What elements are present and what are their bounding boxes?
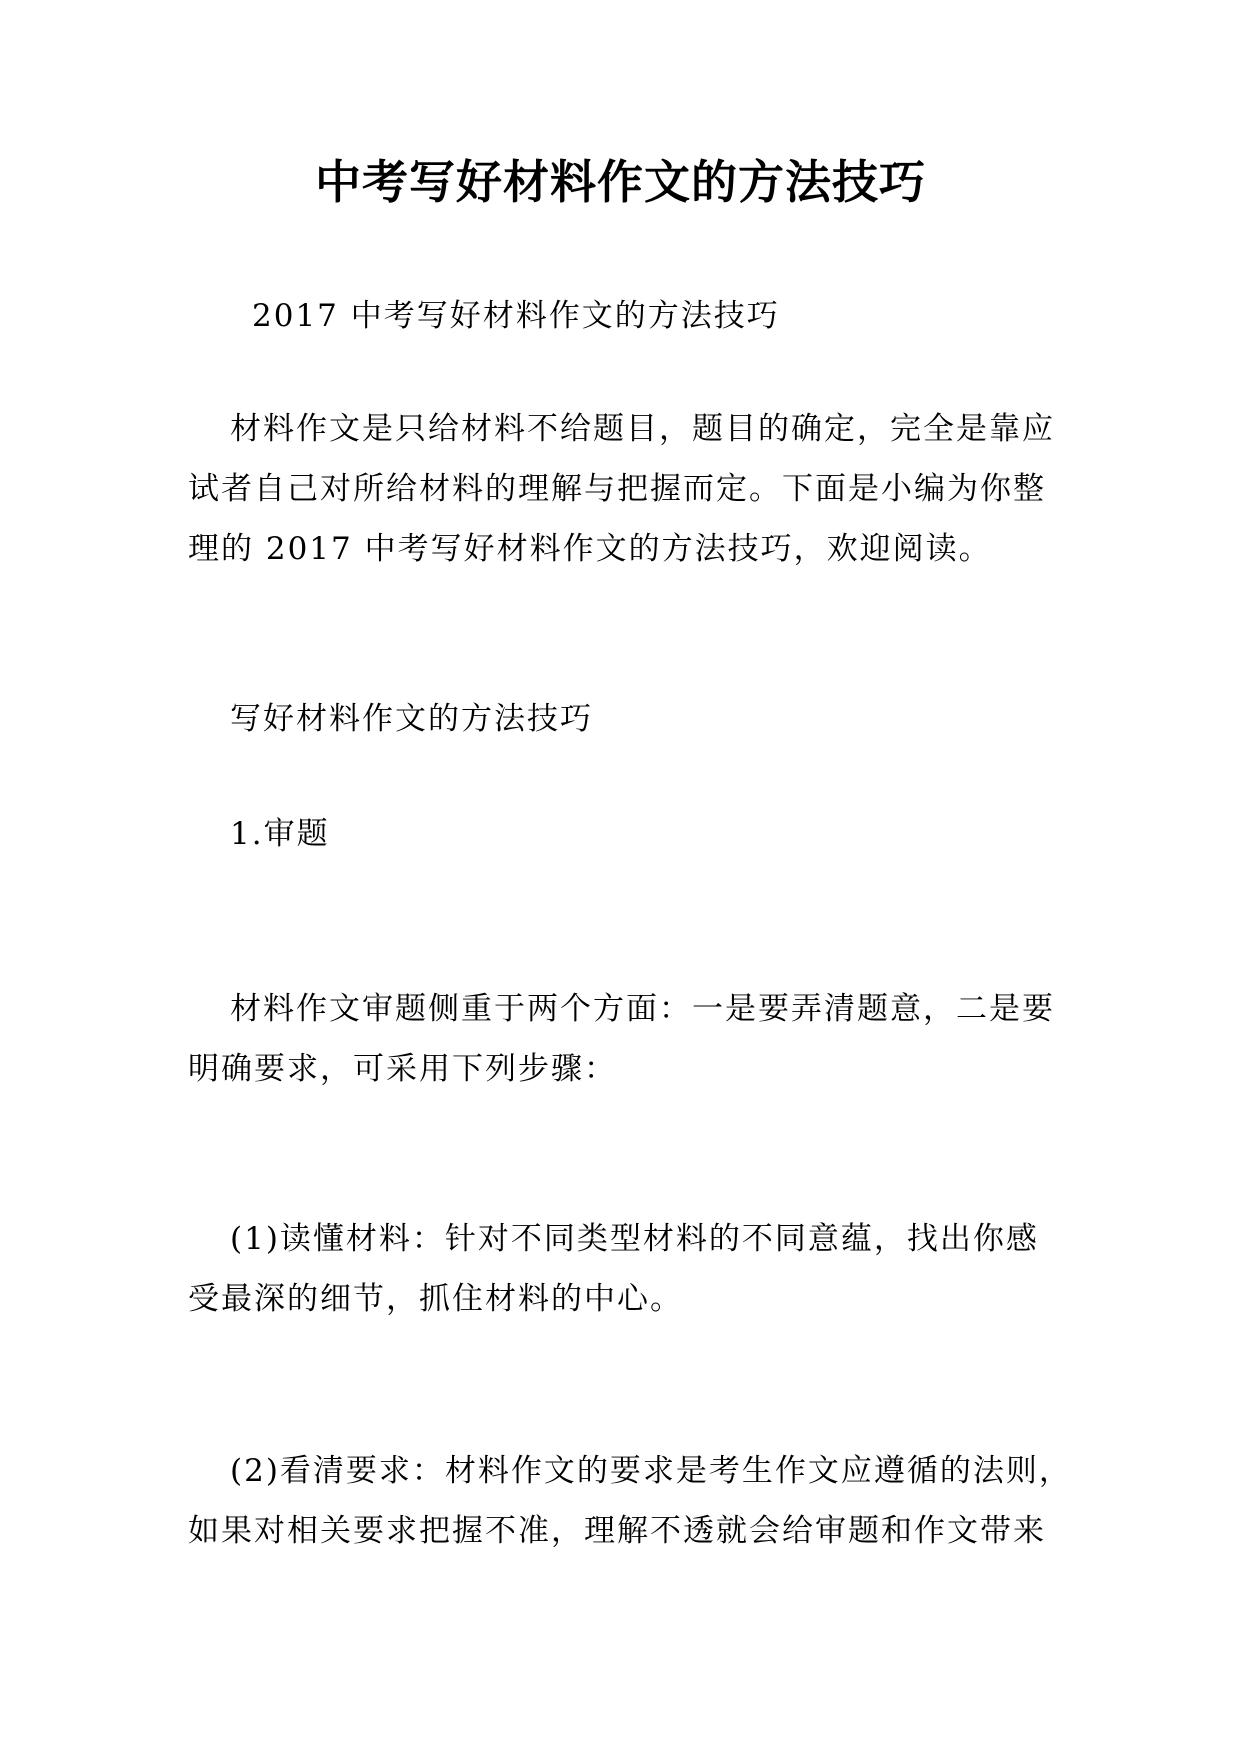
paragraph-text: (2)看清要求：材料作文的要求是考生作文应遵循的法则， (230, 1453, 1072, 1489)
section-heading-text: 写好材料作文的方法技巧 (230, 701, 593, 737)
paragraph-text: 明确要求，可采用下列步骤： (188, 1051, 617, 1087)
paragraph-text: (1)读懂材料：针对不同类型材料的不同意蕴，找出你感 (230, 1221, 1039, 1257)
subtitle-text: 2017 中考写好材料作文的方法技巧 (252, 298, 780, 334)
subheading-text: 1.审题 (230, 816, 330, 852)
paragraph-text: 材料作文审题侧重于两个方面：一是要弄清题意，二是要 (230, 991, 1055, 1027)
paragraph-text: 理的 2017 中考写好材料作文的方法技巧，欢迎阅读。 (188, 531, 992, 567)
paragraph-text: 受最深的细节，抓住材料的中心。 (188, 1281, 683, 1317)
paragraph-text: 试者自己对所给材料的理解与把握而定。下面是小编为你整 (188, 471, 1046, 507)
paragraph-text: 材料作文是只给材料不给题目，题目的确定，完全是靠应 (230, 411, 1055, 447)
paragraph-text: 如果对相关要求把握不准，理解不透就会给审题和作文带来 (188, 1513, 1046, 1549)
document-title: 中考写好材料作文的方法技巧 (315, 155, 926, 209)
